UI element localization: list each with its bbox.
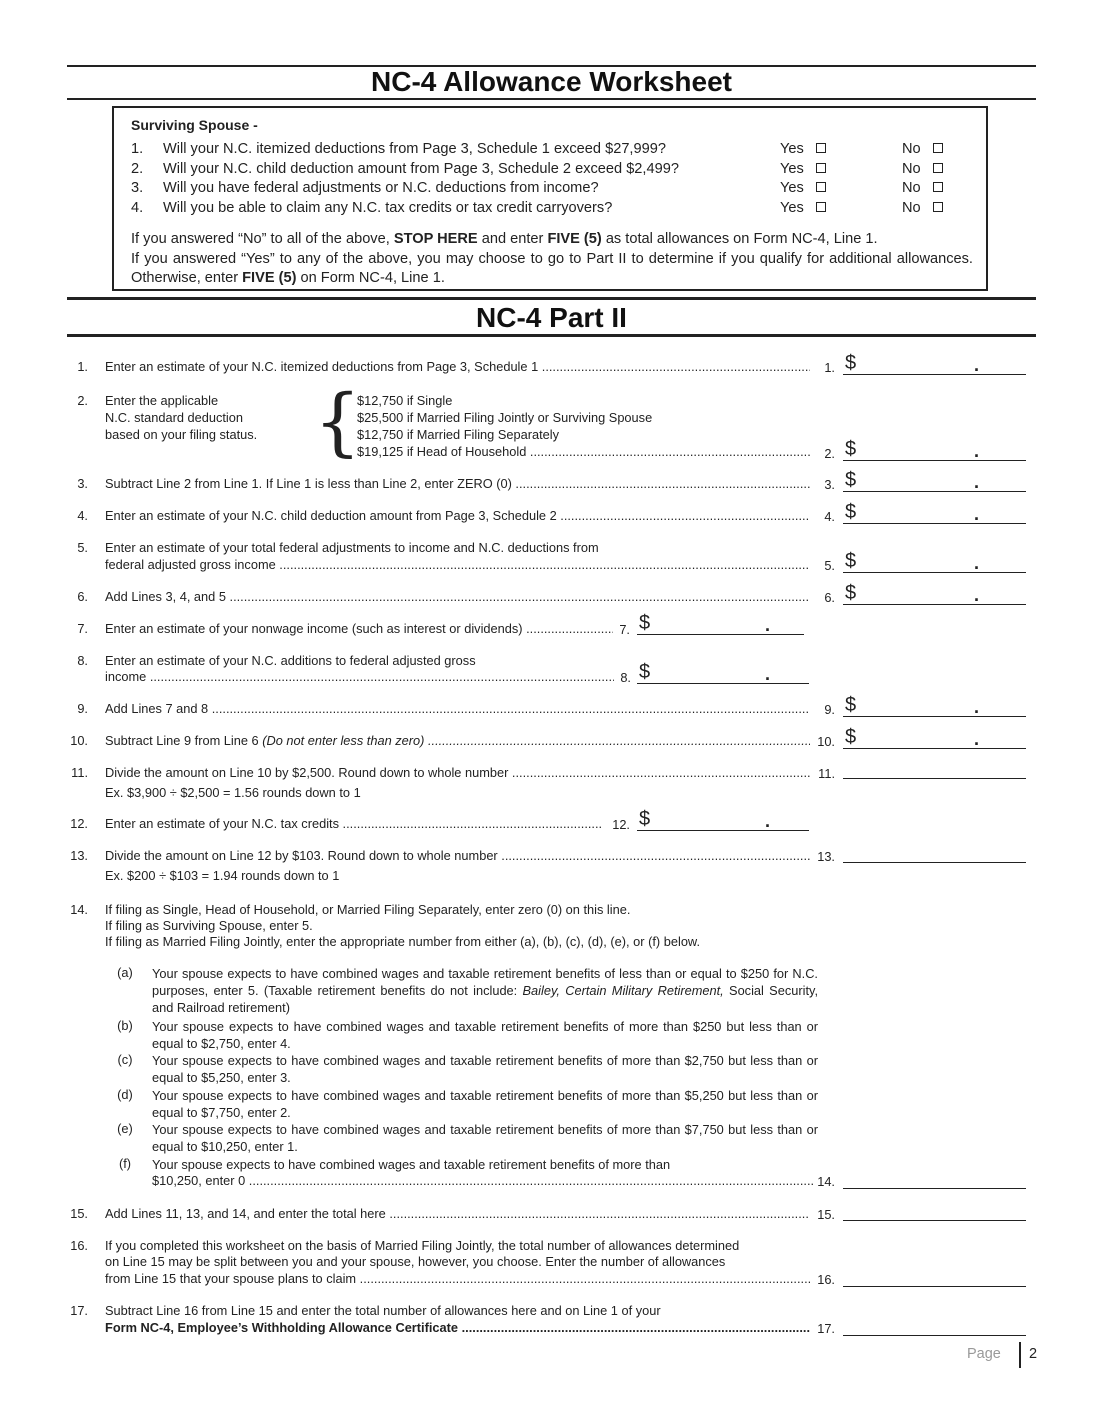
- decimal-point: .: [974, 729, 980, 749]
- yes-option-3[interactable]: [780, 180, 826, 196]
- option-c-label: (c): [117, 1052, 133, 1067]
- no-label: No: [902, 200, 921, 216]
- decimal-point: .: [765, 664, 771, 684]
- decimal-point: .: [765, 615, 771, 635]
- option-b-text: Your spouse expects to have combined wages and taxable retirement benefits of more than $250 but less than or equal to $2,750, enter 4.: [152, 1019, 818, 1051]
- line-number: 2.: [77, 393, 88, 408]
- line-number: 12.: [70, 816, 88, 831]
- line-text: Divide the amount on Line 12 by $103. Round down to whole number .....: [105, 848, 810, 864]
- line-text-a: Enter the applicable: [105, 393, 219, 408]
- line-number: 1.: [77, 359, 88, 374]
- question-number: 1.: [131, 141, 144, 157]
- line-4-amount-field[interactable]: [843, 503, 1026, 524]
- line-number: 4.: [77, 508, 88, 523]
- no-checkbox-4[interactable]: [933, 202, 943, 212]
- line-number: 10.: [70, 733, 88, 748]
- line-text-a: Subtract Line 16 from Line 15 and enter the total number of allowances here and on Line 1 of your: [105, 1303, 661, 1318]
- yes-checkbox-3[interactable]: [816, 182, 826, 192]
- yes-checkbox-2[interactable]: [816, 163, 826, 173]
- deduction-mfs: $12,750 if Married Filing Separately: [357, 427, 560, 442]
- deduction-hoh: $19,125 if Head of Household .....: [357, 444, 810, 460]
- line-9-amount-field[interactable]: [843, 696, 1026, 717]
- line-12-amount-field[interactable]: [637, 810, 809, 831]
- line-number: 6.: [77, 589, 88, 604]
- line-ref: 3.: [824, 477, 835, 492]
- line-text: Divide the amount on Line 10 by $2,500. Round down to whole number .....: [105, 765, 810, 781]
- text: on Form NC-4, Line 1.: [296, 270, 445, 286]
- decimal-point: .: [765, 811, 771, 831]
- line-ref: 2.: [824, 446, 835, 461]
- line-number: 16.: [70, 1238, 88, 1253]
- line-ref: 6.: [824, 590, 835, 605]
- page-label: Page: [967, 1346, 1001, 1362]
- line-ref: 14.: [817, 1174, 835, 1189]
- instruction-yes: [131, 250, 973, 289]
- text: If you answered “Yes” to any of the above, you may choose to go to Part II to determine if you qualify for additional allowances. Otherwise, enter: [131, 250, 973, 286]
- title-underline: [67, 98, 1036, 100]
- line-ref: 13.: [817, 849, 835, 864]
- line-text-b: N.C. standard deduction: [105, 410, 244, 425]
- line-15-count-field[interactable]: [843, 1200, 1026, 1221]
- italic-text: Bailey, Certain Military Retirement,: [522, 983, 724, 998]
- question-number: 3.: [131, 180, 144, 196]
- question-1: [131, 141, 666, 157]
- yes-option-1[interactable]: [780, 141, 826, 157]
- line-ref: 4.: [824, 509, 835, 524]
- line-ref: 7.: [619, 622, 630, 637]
- dollar-sign: $: [639, 661, 651, 683]
- line-text: Subtract Line 2 from Line 1. If Line 1 is less than Line 2, enter ZERO (0) .....: [105, 476, 810, 492]
- line-text-italic: (Do not enter less than zero) .....: [262, 733, 810, 748]
- dollar-sign: $: [845, 469, 857, 491]
- line-number: 9.: [77, 701, 88, 716]
- line-text: Add Lines 7 and 8 .....: [105, 701, 810, 717]
- option-f-text-b: $10,250, enter 0 .....: [152, 1173, 815, 1189]
- text: Your spouse expects to have combined wages and taxable retirement benefits of less than or equal to $250 for N.C. purposes, enter 5. (Taxable retirement benefits do not include:: [152, 966, 818, 998]
- no-option-1[interactable]: [902, 141, 943, 157]
- line-ref: 12.: [612, 817, 630, 832]
- text: Social Security, and Railroad retirement): [152, 983, 819, 1015]
- question-number: 4.: [131, 200, 144, 216]
- text: and enter: [477, 231, 548, 247]
- part2-top-rule: [67, 297, 1036, 300]
- line-number: 3.: [77, 476, 88, 491]
- deduction-single: $12,750 if Single: [357, 393, 453, 408]
- no-option-3[interactable]: [902, 180, 943, 196]
- line-number: 7.: [77, 621, 88, 636]
- yes-option-4[interactable]: [780, 200, 826, 216]
- question-text: Will your N.C. itemized deductions from Page 3, Schedule 1 exceed $27,999?: [163, 141, 666, 157]
- page-divider: [1019, 1342, 1021, 1368]
- instruction-no: [131, 230, 973, 250]
- option-e-text: Your spouse expects to have combined wages and taxable retirement benefits of more than $7,750 but less than or equal to $10,250, enter 1.: [152, 1122, 818, 1154]
- option-d-text: Your spouse expects to have combined wages and taxable retirement benefits of more than $5,250 but less than or equal to $7,750, enter 2.: [152, 1088, 818, 1120]
- line-text-b: If filing as Surviving Spouse, enter 5.: [105, 918, 313, 933]
- five-emphasis: FIVE (5): [242, 270, 297, 286]
- no-label: No: [902, 141, 921, 157]
- dollar-sign: $: [845, 352, 857, 374]
- line-13-count-field[interactable]: [843, 842, 1026, 863]
- line-text-b: Form NC-4, Employee’s Withholding Allowance Certificate .....: [105, 1320, 810, 1336]
- text: as total allowances on Form NC-4, Line 1.: [601, 231, 878, 247]
- line-number: 15.: [70, 1206, 88, 1221]
- decimal-point: .: [974, 355, 980, 375]
- question-2: [131, 161, 679, 177]
- line-ref: 17.: [817, 1321, 835, 1336]
- page-title: NC-4 Allowance Worksheet: [371, 66, 732, 97]
- no-checkbox-2[interactable]: [933, 163, 943, 173]
- line-1-amount-field[interactable]: [843, 354, 1026, 375]
- line-text-a: If you completed this worksheet on the basis of Married Filing Jointly, the total number of allowances determined: [105, 1238, 740, 1253]
- line-example: Ex. $200 ÷ $103 = 1.94 rounds down to 1: [105, 868, 340, 883]
- line-text-c: from Line 15 that your spouse plans to claim .....: [105, 1271, 810, 1287]
- line-ref: 15.: [817, 1207, 835, 1222]
- line-text: Enter an estimate of your N.C. itemized deductions from Page 3, Schedule 1 .....: [105, 359, 810, 375]
- line-8-amount-field[interactable]: [637, 663, 809, 684]
- option-f-text-a: Your spouse expects to have combined wages and taxable retirement benefits of more than: [152, 1157, 671, 1172]
- decimal-point: .: [974, 504, 980, 524]
- yes-label: Yes: [780, 180, 804, 196]
- line-11-count-field[interactable]: [843, 758, 1026, 779]
- line-text-b: income .....: [105, 669, 614, 685]
- dollar-sign: $: [639, 808, 651, 830]
- no-label: No: [902, 180, 921, 196]
- line-text-c: If filing as Married Filing Jointly, enter the appropriate number from either (a), (b), (c), (d), (e), or (f) below.: [105, 934, 701, 949]
- dollar-sign: $: [845, 726, 857, 748]
- line-3-amount-field[interactable]: [843, 471, 1026, 492]
- decimal-point: .: [974, 697, 980, 717]
- question-4: [131, 200, 612, 216]
- line-text: Enter an estimate of your N.C. tax credits .....: [105, 816, 603, 832]
- yes-label: Yes: [780, 141, 804, 157]
- line-text-a: Enter an estimate of your N.C. additions to federal adjusted gross: [105, 653, 476, 668]
- question-3: [131, 180, 599, 196]
- no-option-2[interactable]: [902, 161, 943, 177]
- line-text: Enter an estimate of your N.C. child deduction amount from Page 3, Schedule 2 .....: [105, 508, 810, 524]
- line-17-count-field[interactable]: [843, 1315, 1026, 1336]
- line-7-amount-field[interactable]: [637, 614, 804, 635]
- line-text-b: on Line 15 may be split between you and your spouse, however, you choose. Enter the number of allowances: [105, 1254, 726, 1269]
- line-number: 14.: [70, 902, 88, 917]
- question-text: Will you have federal adjustments or N.C. deductions from income?: [163, 180, 599, 196]
- decimal-point: .: [974, 472, 980, 492]
- option-b-label: (b): [117, 1018, 133, 1033]
- line-number: 17.: [70, 1303, 88, 1318]
- line-text-a: If filing as Single, Head of Household, or Married Filing Separately, enter zero (0) on this line.: [105, 902, 631, 917]
- stop-here-emphasis: STOP HERE: [393, 231, 478, 247]
- line-text: Add Lines 11, 13, and 14, and enter the total here .....: [105, 1206, 810, 1222]
- dollar-sign: $: [639, 612, 651, 634]
- yes-checkbox-1[interactable]: [816, 143, 826, 153]
- line-text-c: based on your filing status.: [105, 427, 258, 442]
- line-10-amount-field[interactable]: [843, 728, 1026, 749]
- line-ref: 8.: [620, 670, 631, 685]
- line-ref: 9.: [824, 702, 835, 717]
- part2-title: NC-4 Part II: [476, 302, 627, 333]
- line-text-a: Enter an estimate of your total federal adjustments to income and N.C. deductions from: [105, 540, 599, 555]
- line-number: 5.: [77, 540, 88, 555]
- line-ref: 1.: [824, 360, 835, 375]
- text: If you answered “No” to all of the above,: [131, 231, 394, 247]
- line-number: 13.: [70, 848, 88, 863]
- line-6-amount-field[interactable]: [843, 584, 1026, 605]
- line-text-main: Subtract Line 9 from Line 6: [105, 733, 263, 748]
- option-d-label: (d): [117, 1087, 133, 1102]
- line-14-count-field[interactable]: [843, 1168, 1026, 1189]
- dollar-sign: $: [845, 550, 857, 572]
- line-number: 8.: [77, 653, 88, 668]
- yes-label: Yes: [780, 200, 804, 216]
- surviving-spouse-instructions: [131, 230, 973, 289]
- dollar-sign: $: [845, 438, 857, 460]
- part2-bottom-rule: [67, 334, 1036, 337]
- line-ref: 10.: [817, 734, 835, 749]
- surviving-spouse-heading: Surviving Spouse -: [131, 117, 258, 133]
- dollar-sign: $: [845, 694, 857, 716]
- line-16-count-field[interactable]: [843, 1266, 1026, 1287]
- question-text: Will you be able to claim any N.C. tax credits or tax credit carryovers?: [163, 200, 613, 216]
- option-a-text: [152, 965, 818, 1016]
- line-5-amount-field[interactable]: [843, 552, 1026, 573]
- decimal-point: .: [974, 553, 980, 573]
- line-example: Ex. $3,900 ÷ $2,500 = 1.56 rounds down to 1: [105, 785, 361, 800]
- no-checkbox-1[interactable]: [933, 143, 943, 153]
- line-ref: 11.: [818, 766, 835, 781]
- decimal-point: .: [974, 441, 980, 461]
- line-2-amount-field[interactable]: [843, 440, 1026, 461]
- option-f-label: (f): [118, 1156, 132, 1171]
- dollar-sign: $: [845, 501, 857, 523]
- page-number: 2: [1029, 1346, 1038, 1362]
- yes-checkbox-4[interactable]: [816, 202, 826, 212]
- line-ref: 5.: [824, 558, 835, 573]
- line-text: Enter an estimate of your nonwage income (such as interest or dividends) .....: [105, 621, 613, 637]
- line-text: Add Lines 3, 4, and 5 .....: [105, 589, 810, 605]
- no-checkbox-3[interactable]: [933, 182, 943, 192]
- option-e-label: (e): [117, 1121, 133, 1136]
- no-label: No: [902, 161, 921, 177]
- surviving-spouse-box: [112, 106, 988, 291]
- yes-label: Yes: [780, 161, 804, 177]
- line-number: 11.: [71, 765, 88, 780]
- brace-icon: {: [314, 379, 362, 465]
- option-c-text: Your spouse expects to have combined wages and taxable retirement benefits of more than $2,750 but less than or equal to $5,250, enter 3.: [152, 1053, 818, 1085]
- decimal-point: .: [974, 585, 980, 605]
- line-text-b: federal adjusted gross income .....: [105, 557, 810, 573]
- line-text: [105, 733, 810, 749]
- question-number: 2.: [131, 161, 144, 177]
- deduction-mfj: $25,500 if Married Filing Jointly or Surviving Spouse: [357, 410, 653, 425]
- option-a-label: (a): [117, 965, 133, 980]
- five-emphasis: FIVE (5): [547, 231, 602, 247]
- yes-option-2[interactable]: [780, 161, 826, 177]
- no-option-4[interactable]: [902, 200, 943, 216]
- line-ref: 16.: [817, 1272, 835, 1287]
- dollar-sign: $: [845, 582, 857, 604]
- question-text: Will your N.C. child deduction amount from Page 3, Schedule 2 exceed $2,499?: [163, 161, 679, 177]
